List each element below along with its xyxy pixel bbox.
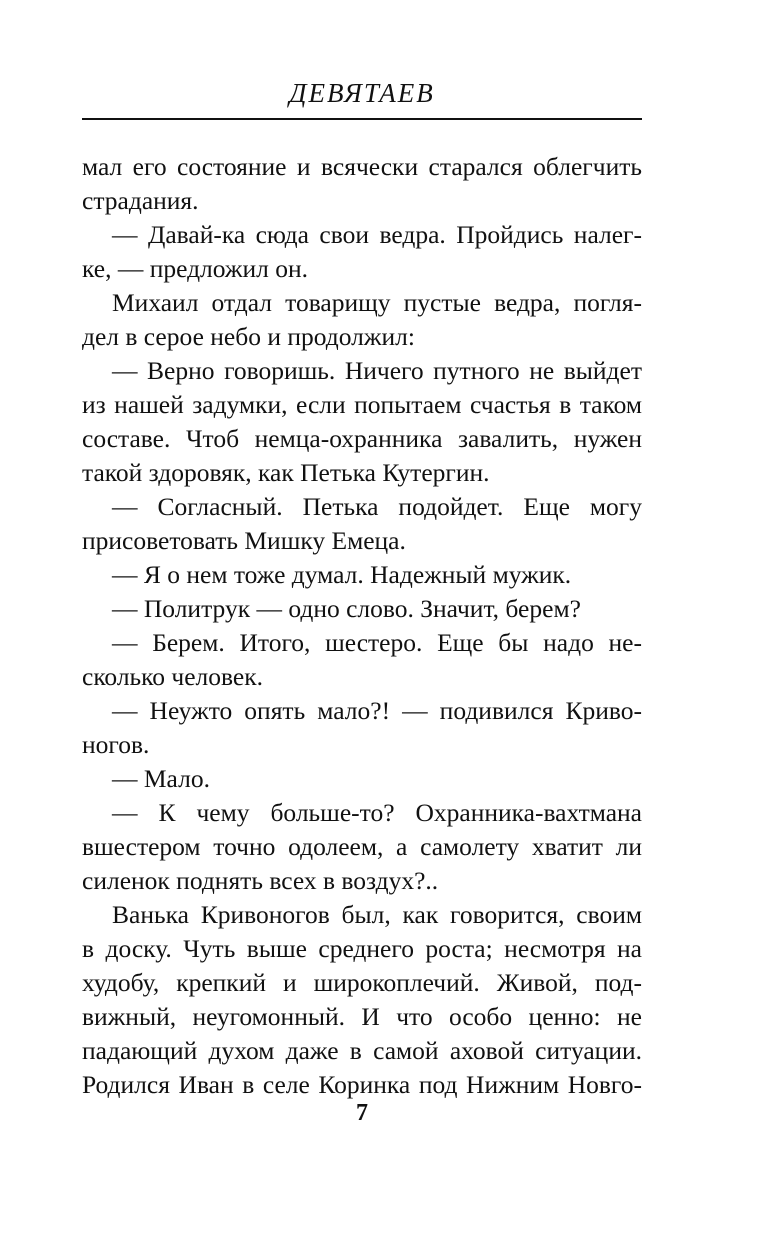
text-line: — Верно говоришь. Ничего путного не выйдет: [112, 356, 642, 385]
text-line: — Мало.: [112, 764, 210, 793]
header-rule: [82, 118, 642, 120]
text-line: мал его состояние и всячески старался облегчить: [82, 152, 642, 181]
text-line: составе. Чтоб немца-охранника завалить, нужен: [82, 424, 642, 453]
text-line: силенок поднять всех в воздух?..: [82, 866, 439, 895]
text-line: в доску. Чуть выше среднего роста; несмотря на: [82, 934, 642, 963]
text-line: дел в серое небо и продолжил:: [82, 322, 415, 351]
text-line: ке, — предложил он.: [82, 254, 309, 283]
text-line: худобу, крепкий и широкоплечий. Живой, под-: [82, 968, 642, 997]
page-number: 7: [356, 1100, 368, 1126]
text-line: Родился Иван в селе Коринка под Нижним Новго-: [82, 1070, 642, 1099]
text-line: — Неужто опять мало?! — подивился Криво-: [112, 696, 642, 725]
text-line: страдания.: [82, 186, 199, 215]
running-header-title: ДЕВЯТАЕВ: [289, 78, 435, 108]
text-line: Ванька Кривоногов был, как говорится, своим: [112, 900, 642, 929]
text-line: — Я о нем тоже думал. Надежный мужик.: [112, 560, 572, 589]
text-line: — Политрук — одно слово. Значит, берем?: [112, 594, 581, 623]
text-line: присоветовать Мишку Емеца.: [82, 526, 406, 555]
text-line: падающий духом даже в самой аховой ситуации.: [82, 1036, 642, 1065]
text-line: такой здоровяк, как Петька Кутергин.: [82, 458, 490, 487]
text-line: Михаил отдал товарищу пустые ведра, погля-: [112, 288, 642, 317]
text-line: вижный, неугомонный. И что особо ценно: не: [82, 1002, 642, 1031]
text-line: — Берем. Итого, шестеро. Еще бы надо не-: [112, 628, 642, 657]
text-line: ногов.: [82, 730, 150, 759]
text-line: — К чему больше-то? Охранника-вахтмана: [112, 798, 642, 827]
body-text: [82, 150, 642, 1102]
text-line: сколько человек.: [82, 662, 263, 691]
text-line: из нашей задумки, если попытаем счастья в таком: [82, 390, 642, 419]
text-line: — Давай-ка сюда свои ведра. Пройдись налег-: [112, 220, 642, 249]
text-line: — Согласный. Петька подойдет. Еще могу: [112, 492, 642, 521]
text-line: вшестером точно одолеем, а самолету хватит ли: [82, 832, 642, 861]
